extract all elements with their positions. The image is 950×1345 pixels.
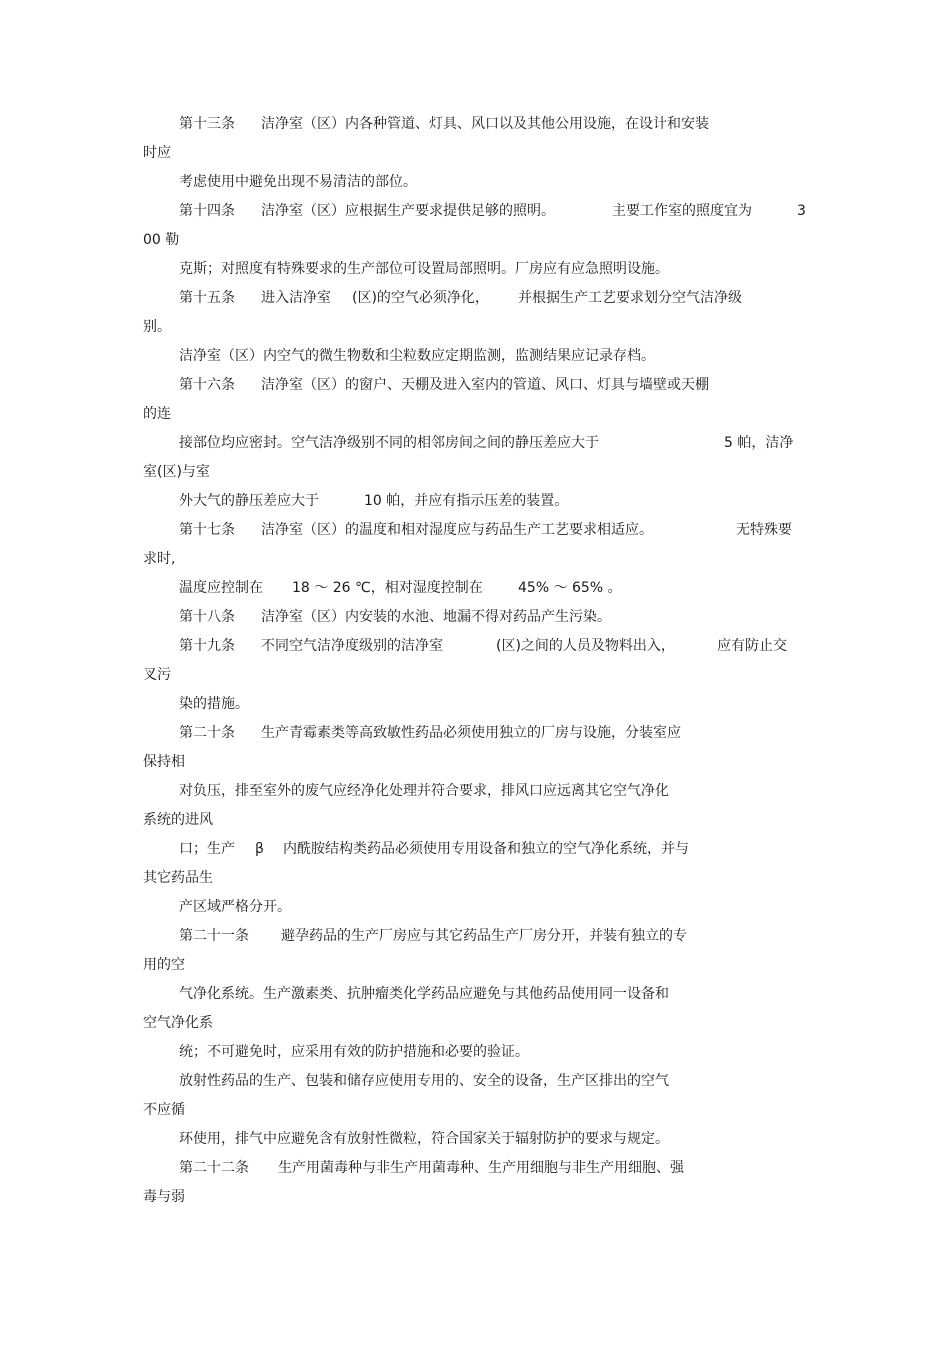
text-line: [0, 694, 950, 714]
text-line: [0, 433, 950, 453]
text-line: [0, 1042, 950, 1062]
text-segment: 生产青霉素类等高致敏性药品必须使用独立的厂房与设施，分装室应: [261, 725, 681, 741]
text-line: [0, 404, 950, 424]
text-line: [0, 346, 950, 366]
text-segment: 5 帕，洁净: [724, 435, 794, 451]
text-segment: 生产用菌毒种与非生产用菌毒种、生产用细胞与非生产用细胞、强: [278, 1160, 684, 1176]
text-line: [0, 288, 950, 308]
text-segment: β: [255, 841, 264, 857]
text-segment: 空气净化系: [143, 1015, 213, 1031]
text-line: [0, 1100, 950, 1120]
text-line: [0, 491, 950, 511]
text-segment: 对负压，排至室外的废气应经净化处理并符合要求，排风口应远离其它空气净化: [179, 783, 669, 799]
text-segment: 00 勒: [143, 232, 180, 248]
text-segment: 避孕药品的生产厂房应与其它药品生产厂房分开，并装有独立的专: [281, 928, 687, 944]
text-segment: (区)之间的人员及物料出入，: [496, 638, 675, 654]
text-segment: 系统的进风: [143, 812, 213, 828]
text-segment: 第十五条: [179, 290, 235, 306]
text-segment: 其它药品生: [143, 870, 213, 886]
text-segment: 的连: [143, 406, 171, 422]
text-line: [0, 955, 950, 975]
text-line: [0, 230, 950, 250]
text-line: [0, 172, 950, 192]
text-line: [0, 636, 950, 656]
text-segment: 口；生产: [179, 841, 235, 857]
text-segment: 无特殊要: [736, 522, 792, 538]
text-line: [0, 926, 950, 946]
text-line: [0, 259, 950, 279]
text-segment: 洁净室（区）内空气的微生物数和尘粒数应定期监测，监测结果应记录存档。: [179, 348, 655, 364]
text-segment: 并根据生产工艺要求划分空气洁净级: [518, 290, 742, 306]
text-segment: 洁净室（区）内各种管道、灯具、风口以及其他公用设施，在设计和安装: [261, 116, 709, 132]
text-line: [0, 201, 950, 221]
text-line: [0, 578, 950, 598]
text-segment: 接部位均应密封。空气洁净级别不同的相邻房间之间的静压差应大于: [179, 435, 599, 451]
text-segment: 别。: [143, 319, 171, 335]
text-line: [0, 1129, 950, 1149]
text-line: [0, 868, 950, 888]
text-segment: 洁净室（区）内安装的水池、地漏不得对药品产生污染。: [261, 609, 611, 625]
text-segment: 第二十一条: [179, 928, 249, 944]
text-segment: 不同空气洁净度级别的洁净室: [261, 638, 443, 654]
text-line: [0, 897, 950, 917]
text-segment: 时应: [143, 145, 171, 161]
text-line: [0, 462, 950, 482]
text-segment: 产区域严格分开。: [179, 899, 291, 915]
text-line: [0, 839, 950, 859]
text-line: [0, 375, 950, 395]
text-segment: 内酰胺结构类药品必须使用专用设备和独立的空气净化系统，并与: [283, 841, 689, 857]
text-line: [0, 752, 950, 772]
text-segment: 不应循: [143, 1102, 185, 1118]
text-segment: 第二十条: [179, 725, 235, 741]
text-line: [0, 607, 950, 627]
text-line: [0, 984, 950, 1004]
text-segment: 温度应控制在: [179, 580, 263, 596]
text-line: [0, 1187, 950, 1207]
text-segment: 洁净室（区）应根据生产要求提供足够的照明。: [261, 203, 555, 219]
text-segment: 第十九条: [179, 638, 235, 654]
text-segment: 气净化系统。生产激素类、抗肿瘤类化学药品应避免与其他药品使用同一设备和: [179, 986, 669, 1002]
text-segment: 室(区)与室: [143, 464, 210, 480]
text-segment: 放射性药品的生产、包装和储存应使用专用的、安全的设备，生产区排出的空气: [179, 1073, 669, 1089]
text-line: [0, 114, 950, 134]
text-segment: 18 ～ 26 ℃，相对湿度控制在: [292, 580, 483, 596]
text-segment: 毒与弱: [143, 1189, 185, 1205]
text-segment: 3: [797, 203, 806, 219]
text-segment: 保持相: [143, 754, 185, 770]
text-segment: 第十三条: [179, 116, 235, 132]
text-line: [0, 1013, 950, 1033]
text-segment: 克斯；对照度有特殊要求的生产部位可设置局部照明。厂房应有应急照明设施。: [179, 261, 669, 277]
text-line: [0, 143, 950, 163]
text-line: [0, 520, 950, 540]
text-line: [0, 1071, 950, 1091]
text-segment: 统；不可避免时，应采用有效的防护措施和必要的验证。: [179, 1044, 529, 1060]
text-segment: 考虑使用中避免出现不易清洁的部位。: [179, 174, 417, 190]
text-segment: 第十六条: [179, 377, 235, 393]
text-line: [0, 317, 950, 337]
text-segment: 主要工作室的照度宜为: [612, 203, 752, 219]
text-segment: 第十八条: [179, 609, 235, 625]
text-segment: (区)的空气必须净化，: [352, 290, 489, 306]
text-segment: 第二十二条: [179, 1160, 249, 1176]
text-line: [0, 1158, 950, 1178]
text-segment: 染的措施。: [179, 696, 249, 712]
text-segment: 外大气的静压差应大于: [179, 493, 319, 509]
text-line: [0, 549, 950, 569]
text-segment: 求时,: [143, 551, 176, 567]
text-segment: 环使用，排气中应避免含有放射性微粒，符合国家关于辐射防护的要求与规定。: [179, 1131, 669, 1147]
text-segment: 应有防止交: [717, 638, 787, 654]
text-line: [0, 665, 950, 685]
text-line: [0, 781, 950, 801]
text-segment: 第十四条: [179, 203, 235, 219]
text-segment: 10 帕，并应有指示压差的装置。: [364, 493, 569, 509]
text-segment: 叉污: [143, 667, 171, 683]
text-segment: 洁净室（区）的窗户、天棚及进入室内的管道、风口、灯具与墙壁或天棚: [261, 377, 709, 393]
text-segment: 洁净室（区）的温度和相对湿度应与药品生产工艺要求相适应。: [261, 522, 653, 538]
text-line: [0, 810, 950, 830]
text-segment: 进入洁净室: [261, 290, 331, 306]
text-segment: 用的空: [143, 957, 185, 973]
text-line: [0, 723, 950, 743]
text-segment: 第十七条: [179, 522, 235, 538]
text-segment: 45% ～ 65% 。: [518, 580, 622, 596]
